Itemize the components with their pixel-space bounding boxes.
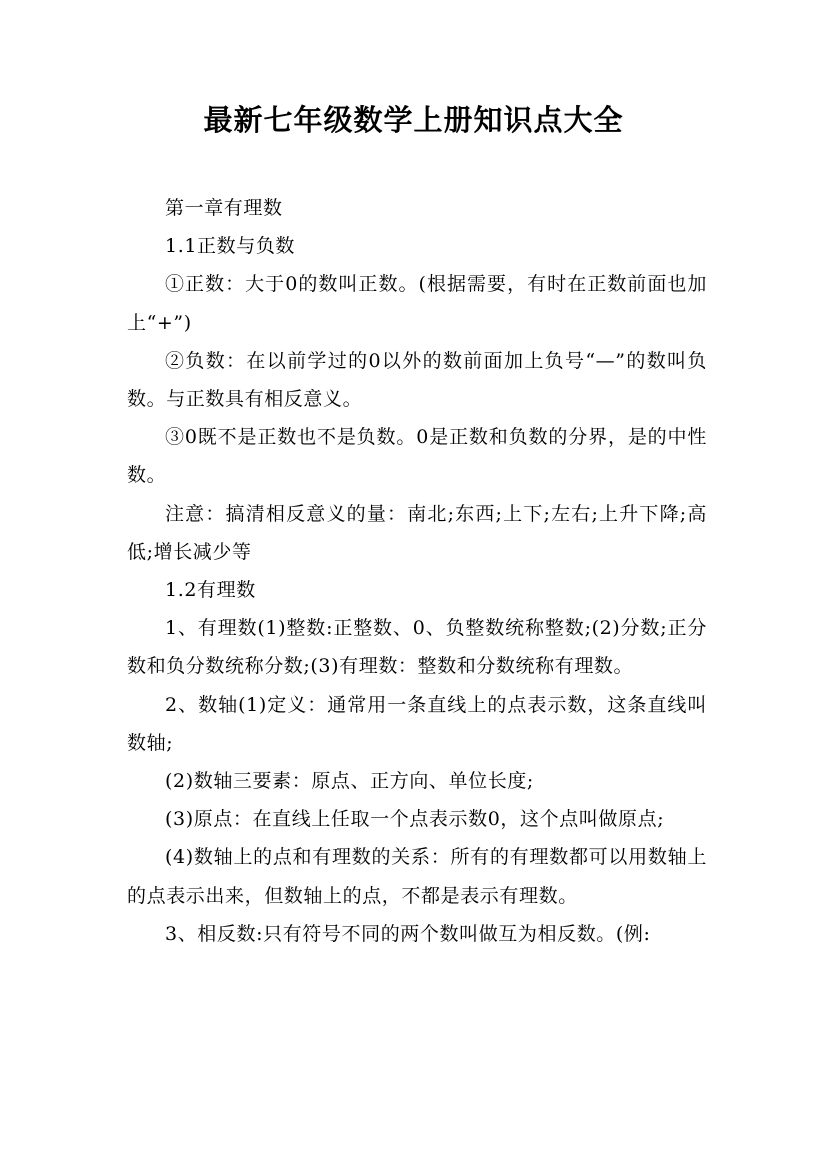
paragraph-origin: (3)原点：在直线上任取一个点表示数0，这个点叫做原点; bbox=[165, 808, 665, 831]
paragraph-opposite-numbers: 3、相反数:只有符号不同的两个数叫做互为相反数。(例: bbox=[165, 922, 651, 945]
paragraph-number-line: 2、数轴(1)定义：通常用一条直线上的点表示数，这条直线叫数轴; bbox=[127, 693, 707, 754]
paragraph-points-and-rationals: (4)数轴上的点和有理数的关系：所有的有理数都可以用数轴上的点表示出来，但数轴上的点，不都是表示有理数。 bbox=[127, 846, 707, 907]
chapter-heading: 第一章有理数 bbox=[165, 197, 283, 219]
document-title: 最新七年级数学上册知识点大全 bbox=[203, 103, 624, 137]
paragraph-rational-numbers: 1、有理数(1)整数:正整数、0、负整数统称整数;(2)分数;正分数和负分数统称分数;(3)有理数：整数和分数统称有理数。 bbox=[127, 617, 707, 678]
paragraph-negative-numbers: ②负数：在以前学过的0以外的数前面加上负号“—”的数叫负数。与正数具有相反意义。 bbox=[127, 349, 707, 411]
document-body bbox=[127, 189, 707, 953]
section-heading: 1.1正数与负数 bbox=[165, 235, 296, 258]
paragraph-number-line-elements: (2)数轴三要素：原点、正方向、单位长度; bbox=[165, 770, 534, 793]
section-heading: 1.2有理数 bbox=[165, 579, 256, 602]
paragraph-zero: ③0既不是正数也不是负数。0是正数和负数的分界，是的中性数。 bbox=[127, 426, 707, 487]
paragraph-positive-numbers: ①正数：大于0的数叫正数。(根据需要，有时在正数前面也加上“+”) bbox=[127, 273, 707, 334]
paragraph-note: 注意：搞清相反意义的量：南北;东西;上下;左右;上升下降;高低;增长减少等 bbox=[127, 502, 707, 563]
